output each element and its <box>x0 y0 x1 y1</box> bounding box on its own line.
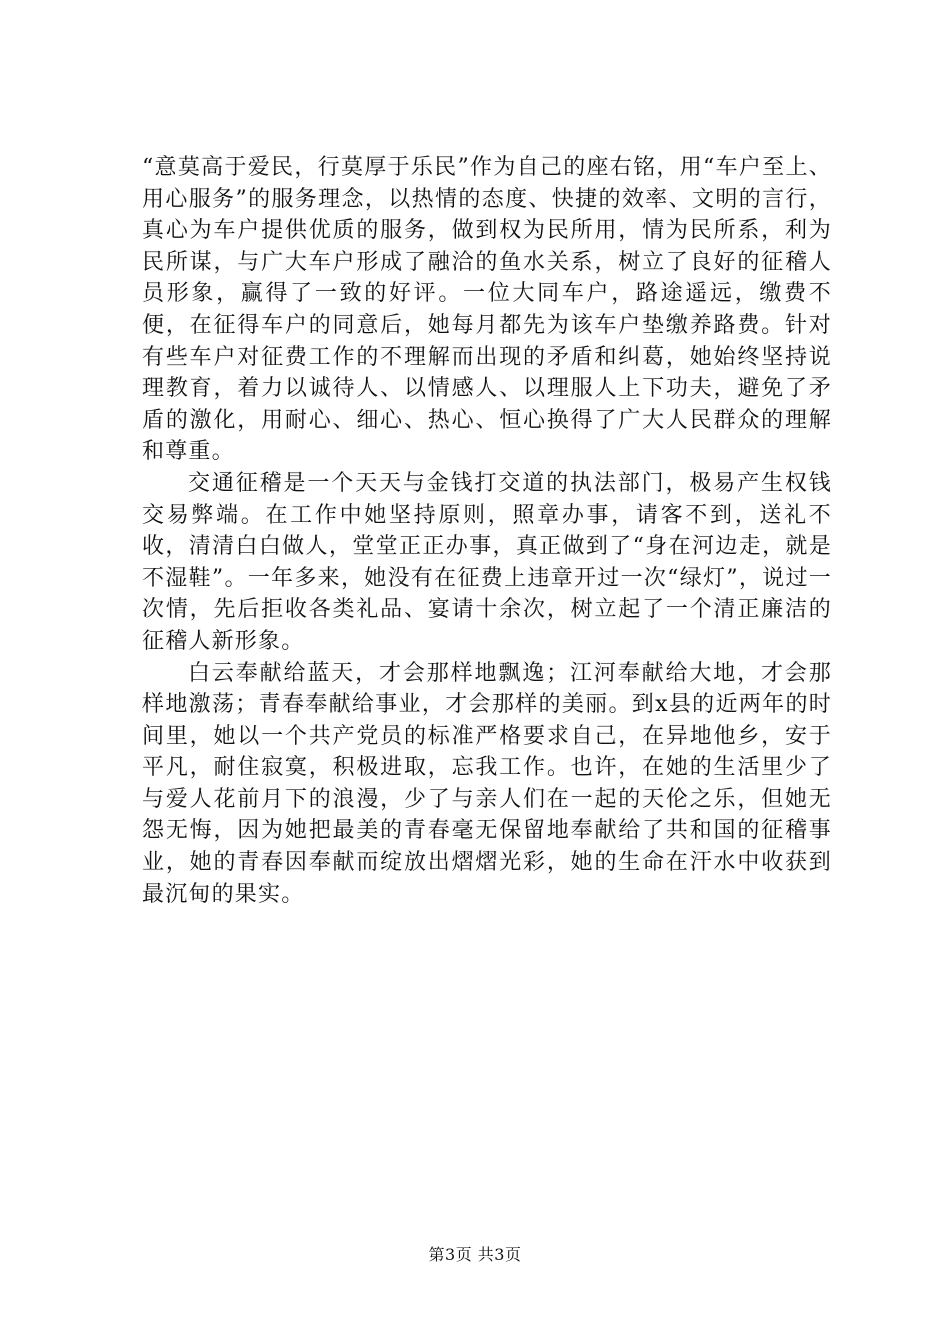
document-body <box>142 152 832 910</box>
paragraph-dedication: 白云奉献给蓝天，才会那样地飘逸；江河奉献给大地，才会那样地激荡；青春奉献给事业，才会那样的美丽。到x县的近两年的时间里，她以一个共产党员的标准严格要求自己，在异地他乡，安于平凡，耐住寂寞，积极进取，忘我工作。也许，在她的生活里少了与爱人花前月下的浪漫，少了与亲人们在一起的天伦之乐，但她无怨无悔，因为她把最美的青春毫无保留地奉献给了共和国的征稽事业，她的青春因奉献而绽放出熠熠光彩，她的生命在汗水中收获到最沉甸的果实。 <box>142 660 832 907</box>
paragraph-integrity: 交通征稽是一个天天与金钱打交道的执法部门，极易产生权钱交易弊端。在工作中她坚持原则，照章办事，请客不到，送礼不收，清清白白做人，堂堂正正办事，真正做到了“身在河边走，就是不湿鞋”。一年多来，她没有在征费上违章开过一次“绿灯”，说过一次情，先后拒收各类礼品、宴请十余次，树立起了一个清正廉洁的征稽人新形象。 <box>142 470 832 654</box>
paragraph-continued: “意莫高于爱民，行莫厚于乐民”作为自己的座右铭，用“车户至上、用心服务”的服务理念，以热情的态度、快捷的效率、文明的言行，真心为车户提供优质的服务，做到权为民所用，情为民所系，利为民所谋，与广大车户形成了融洽的鱼水关系，树立了良好的征稽人员形象，赢得了一致的好评。一位大同车户，路途遥远，缴费不便，在征得车户的同意后，她每月都先为该车户垫缴养路费。针对有些车户对征费工作的不理解而出现的矛盾和纠葛，她始终坚持说理教育，着力以诚待人、以情感人、以理服人上下功夫，避免了矛盾的激化，用耐心、细心、热心、恒心换得了广大人民群众的理解和尊重。 <box>142 155 832 465</box>
page-footer: 第3页 共3页 <box>428 1245 522 1264</box>
